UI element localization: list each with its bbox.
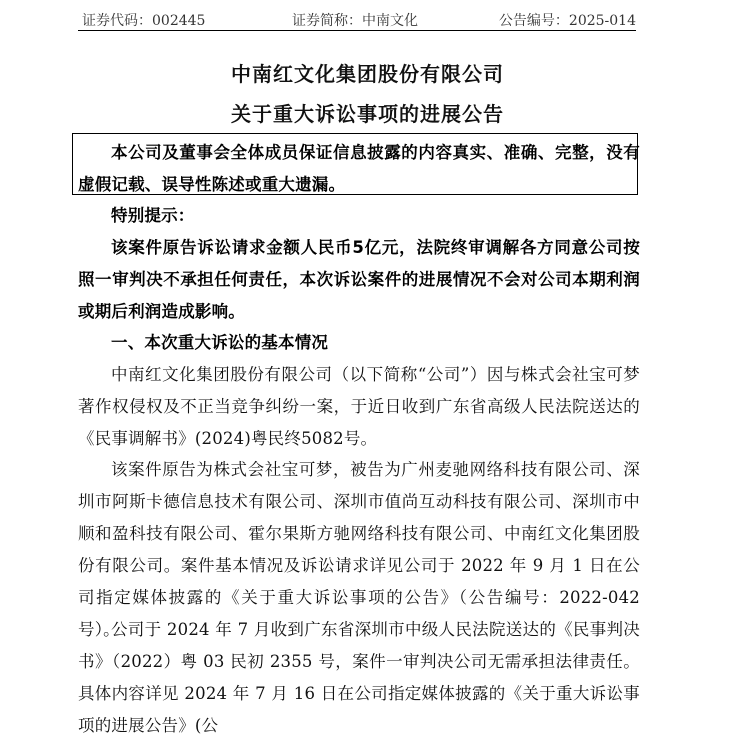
announcement-title: 关于重大诉讼事项的进展公告 (231, 102, 504, 126)
announcement-number: 公告编号：2025-014 (498, 13, 636, 29)
stock-code: 证券代码：002445 (82, 13, 206, 29)
body-paragraph: 公司于 2024 年 7 月收到广东省深圳市中级人民法院送达的《民事判决书》（2022）粤 03 民初 2355 号，案件一审判决公司无需承担法律责任。具体内容详见 2024 年 7 月 16 日在公司指定媒体披露的《关于重大诉讼事项的进展公告》(公 (78, 620, 640, 735)
special-tip-text: 该案件原告诉讼请求金额人民币5亿元，法院终审调解各方同意公司按照一审判决不承担任何责任，本次诉讼案件的进展情况不会对公司本期利润或期后利润造成影响。 (78, 238, 640, 321)
company-title: 中南红文化集团股份有限公司 (231, 62, 504, 86)
body-paragraph: 中南红文化集团股份有限公司（以下简称“公司”）因与株式会社宝可梦著作权侵权及不正当竞争纠纷一案，于近日收到广东省高级人民法院送达的《民事调解书》(2024)粤民终5082号。 (78, 365, 640, 448)
body-paragraph: 该案件原告为株式会社宝可梦，被告为广州麦驰网络科技有限公司、深圳市阿斯卡德信息技术有限公司、深圳市值尚互动科技有限公司、深圳市中顺和盈科技有限公司、霍尔果斯方驰网络科技有限公司、中南红文化集团股份有限公司。案件基本情况及诉讼请求详见公司于 2022 年 9 月 1 日在公司指定媒体披露的《关于重大诉讼事项的公告》（公告编号：2022-042 号）。 (78, 460, 640, 639)
stock-abbreviation: 证券简称：中南文化 (292, 13, 418, 29)
document-header (78, 6, 636, 31)
section-heading: 一、本次重大诉讼的基本情况 (111, 333, 329, 352)
special-tip-label: 特别提示： (111, 206, 195, 225)
notice-statement: 本公司及董事会全体成员保证信息披露的内容真实、准确、完整，没有虚假记载、误导性陈述或重大遗漏。 (78, 143, 640, 194)
